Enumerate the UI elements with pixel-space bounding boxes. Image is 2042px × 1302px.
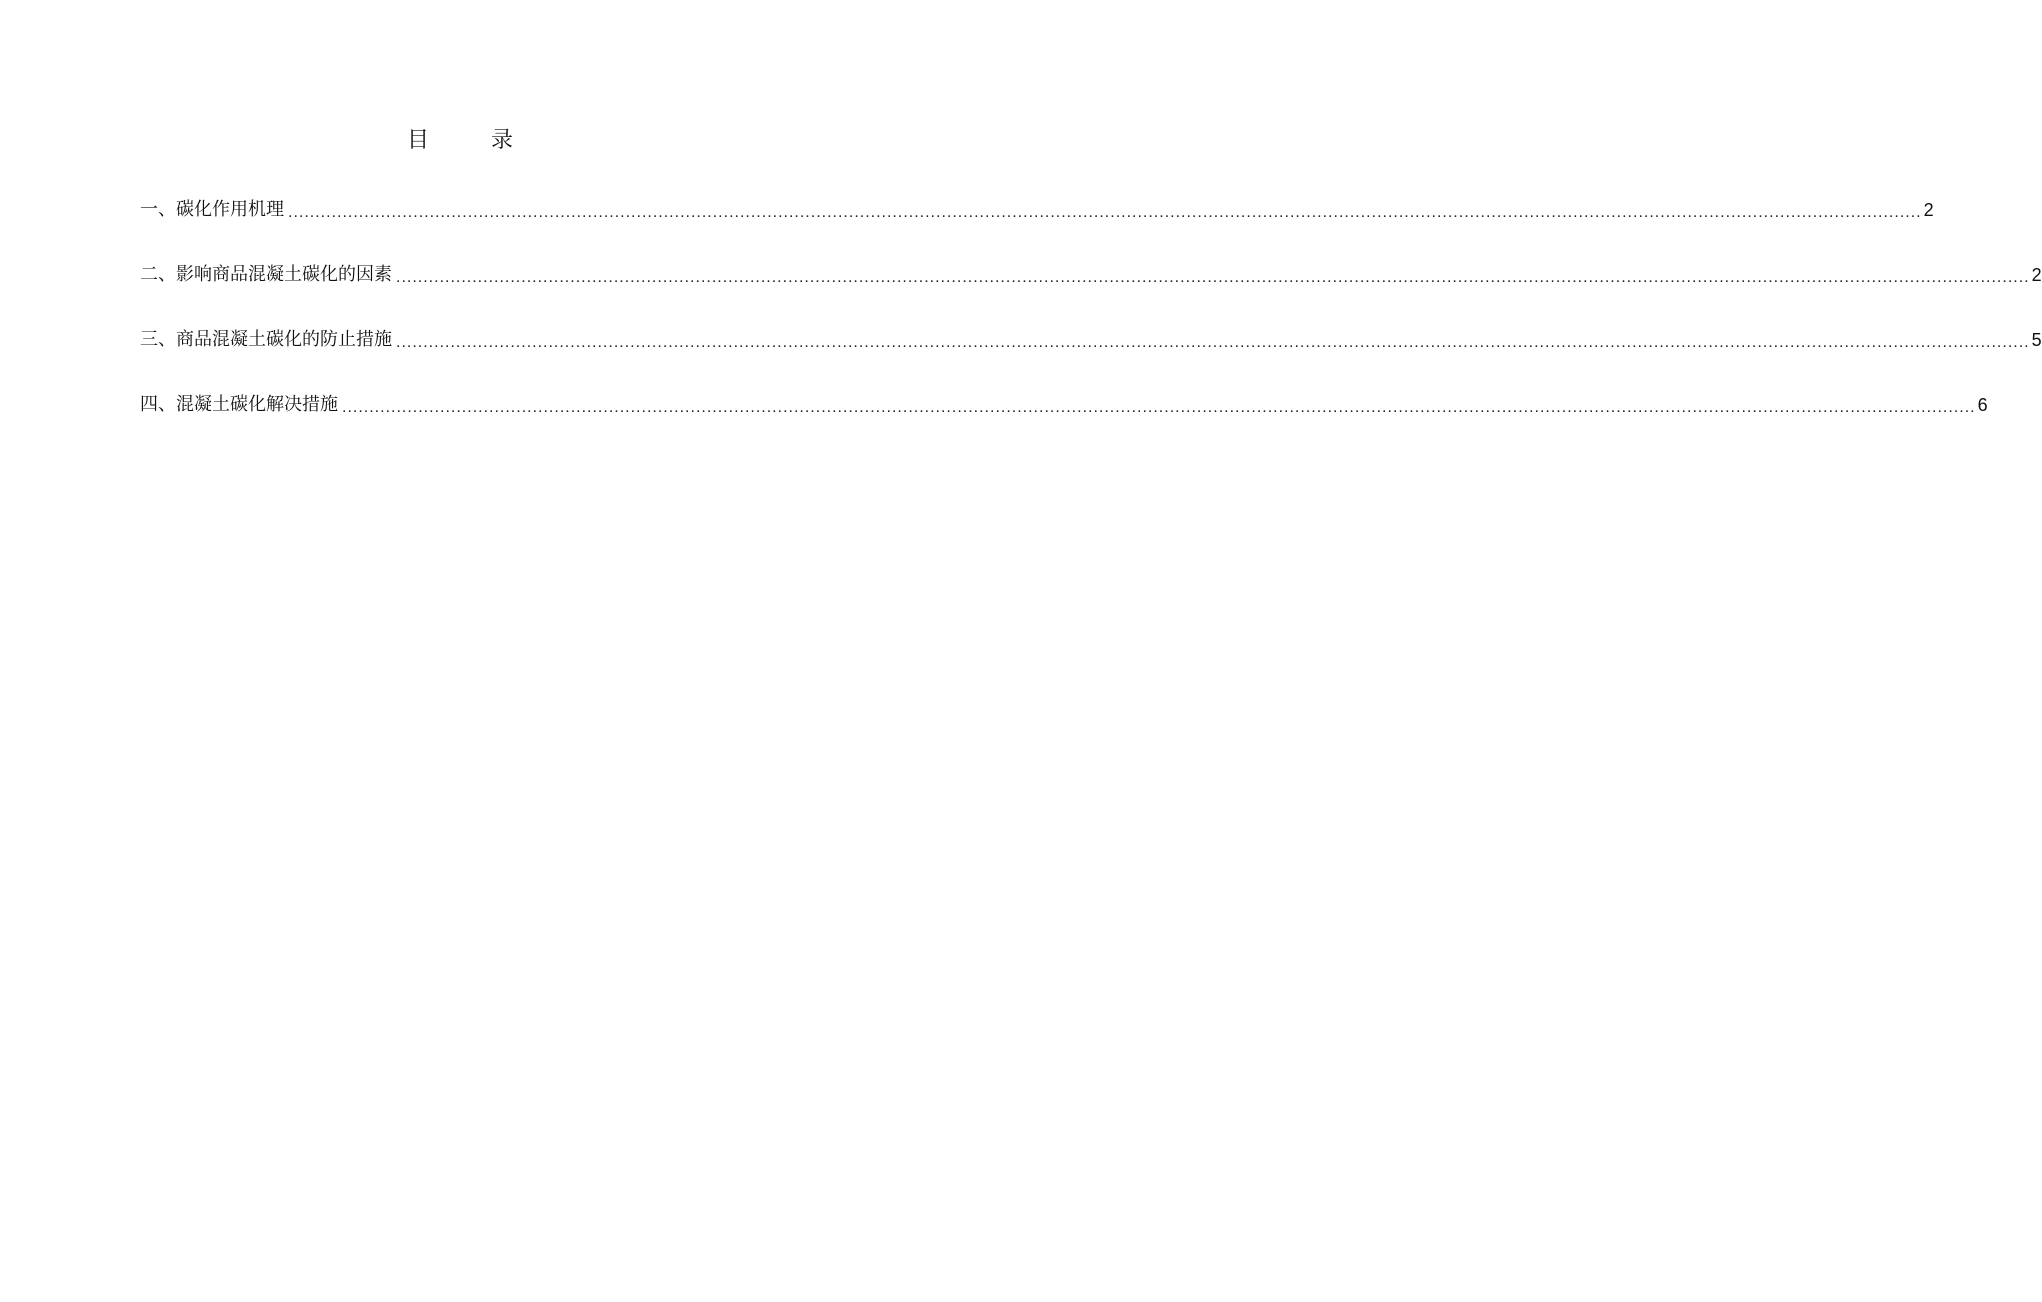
- toc-title-char-2: 录: [491, 127, 514, 153]
- toc-entry-page: 6: [1977, 395, 1988, 415]
- toc-entry-1[interactable]: [140, 192, 1934, 228]
- toc-leader-dots: ............................................................................................................................................................................................................................................................................................................: [288, 204, 1922, 221]
- toc-entry-label: 四、混凝土碳化解决措施: [140, 394, 338, 415]
- toc-leader-dots: ............................................................................................................................................................................................................................................................................................................: [342, 399, 1976, 416]
- toc-leader-dots: ............................................................................................................................................................................................................................................................................................................: [396, 334, 2030, 351]
- toc-entry-page: 2: [1923, 200, 1934, 220]
- toc-title: [0, 118, 920, 158]
- toc-leader-dots: ............................................................................................................................................................................................................................................................................................................: [396, 269, 2030, 286]
- toc-entry-page: 2: [2031, 265, 2042, 285]
- toc-title-char-1: 目: [406, 127, 429, 153]
- toc-list: [140, 192, 2042, 452]
- toc-entry-page: 5: [2031, 330, 2042, 350]
- toc-entry-label: 三、商品混凝土碳化的防止措施: [140, 329, 392, 350]
- toc-entry-3[interactable]: [140, 322, 2042, 358]
- toc-entry-4[interactable]: [140, 387, 1988, 423]
- toc-entry-2[interactable]: [140, 257, 2042, 293]
- toc-entry-label: 一、碳化作用机理: [140, 199, 284, 220]
- toc-entry-label: 二、影响商品混凝土碳化的因素: [140, 264, 392, 285]
